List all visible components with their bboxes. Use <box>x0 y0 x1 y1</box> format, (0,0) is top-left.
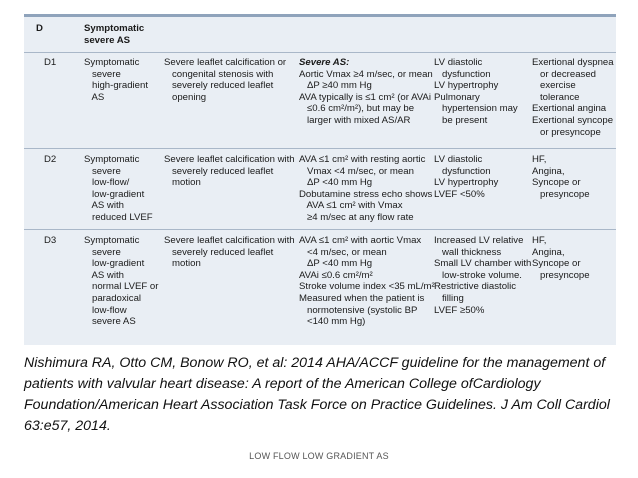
d2-anatomy: Severe leaflet calcification with severely reduced leaflet motion <box>164 154 295 189</box>
slide-footer: LOW FLOW LOW GRADIENT AS <box>249 451 389 461</box>
d3-anatomy: Severe leaflet calcification with severely reduced leaflet motion <box>164 235 295 270</box>
d1-definition: Symptomatic severe high-gradient AS <box>84 57 148 103</box>
stage-d1: D1 <box>44 57 57 68</box>
d1-symptoms: Exertional dyspnea or decreased exercise tolerance Exertional angina Exertional syncope or presyncope <box>532 57 614 138</box>
guideline-table <box>24 14 616 345</box>
d2-symptoms: HF, Angina, Syncope or presyncope <box>532 154 590 200</box>
row-divider <box>24 148 616 149</box>
stage-header: D <box>36 23 43 34</box>
d1-anatomy: Severe leaflet calcification or congenital stenosis with severely reduced leaflet opening <box>164 57 287 103</box>
citation-caption: Nishimura RA, Otto CM, Bonow RO, et al: 2014 AHA/ACCF guideline for the management of patients with valvular heart disease: A report of the American College ofCardiology Foundation/American Heart Association Task Force on Practice Guidelines. J Am Coll Cardiol 63:e57, 2014. <box>24 355 610 434</box>
stage-d2: D2 <box>44 154 57 165</box>
definition-header: Symptomatic severe AS <box>84 23 145 46</box>
d3-consequences: Increased LV relative wall thickness Small LV chamber with low-stroke volume. Restrictive diastolic filling LVEF ≥50% <box>434 235 532 316</box>
table-top-rule <box>24 14 616 17</box>
d1-hemodynamics: Aortic Vmax ≥4 m/sec, or mean ΔP ≥40 mm Hg AVA typically is ≤1 cm² (or AVAi ≤0.6 cm²/m²), but may be larger with mixed AS/AR <box>299 68 433 126</box>
d3-definition: Symptomatic severe low-gradient AS with normal LVEF or paradoxical low-flow severe AS <box>84 235 159 328</box>
d2-definition: Symptomatic severe low-flow/ low-gradient AS with reduced LVEF <box>84 154 153 223</box>
d3-symptoms: HF, Angina, Syncope or presyncope <box>532 235 590 281</box>
row-divider <box>24 229 616 230</box>
stage-d3: D3 <box>44 235 57 246</box>
d2-consequences: LV diastolic dysfunction LV hypertrophy LVEF <50% <box>434 154 499 200</box>
d2-hemodynamics: AVA ≤1 cm² with resting aortic Vmax <4 m/sec, or mean ΔP <40 mm Hg Dobutamine stress echo shows AVA ≤1 cm² with Vmax ≥4 m/sec at any flow rate <box>299 154 433 223</box>
d1-consequences: LV diastolic dysfunction LV hypertrophy Pulmonary hypertension may be present <box>434 57 518 126</box>
d1-hemo-title: Severe AS: <box>299 57 350 68</box>
d3-hemodynamics: AVA ≤1 cm² with aortic Vmax <4 m/sec, or mean ΔP <40 mm Hg AVAi ≤0.6 cm²/m² Stroke volume index <35 mL/m² Measured when the patient is normotensive (systolic BP <140 mm Hg) <box>299 235 435 328</box>
header-divider <box>24 52 616 53</box>
